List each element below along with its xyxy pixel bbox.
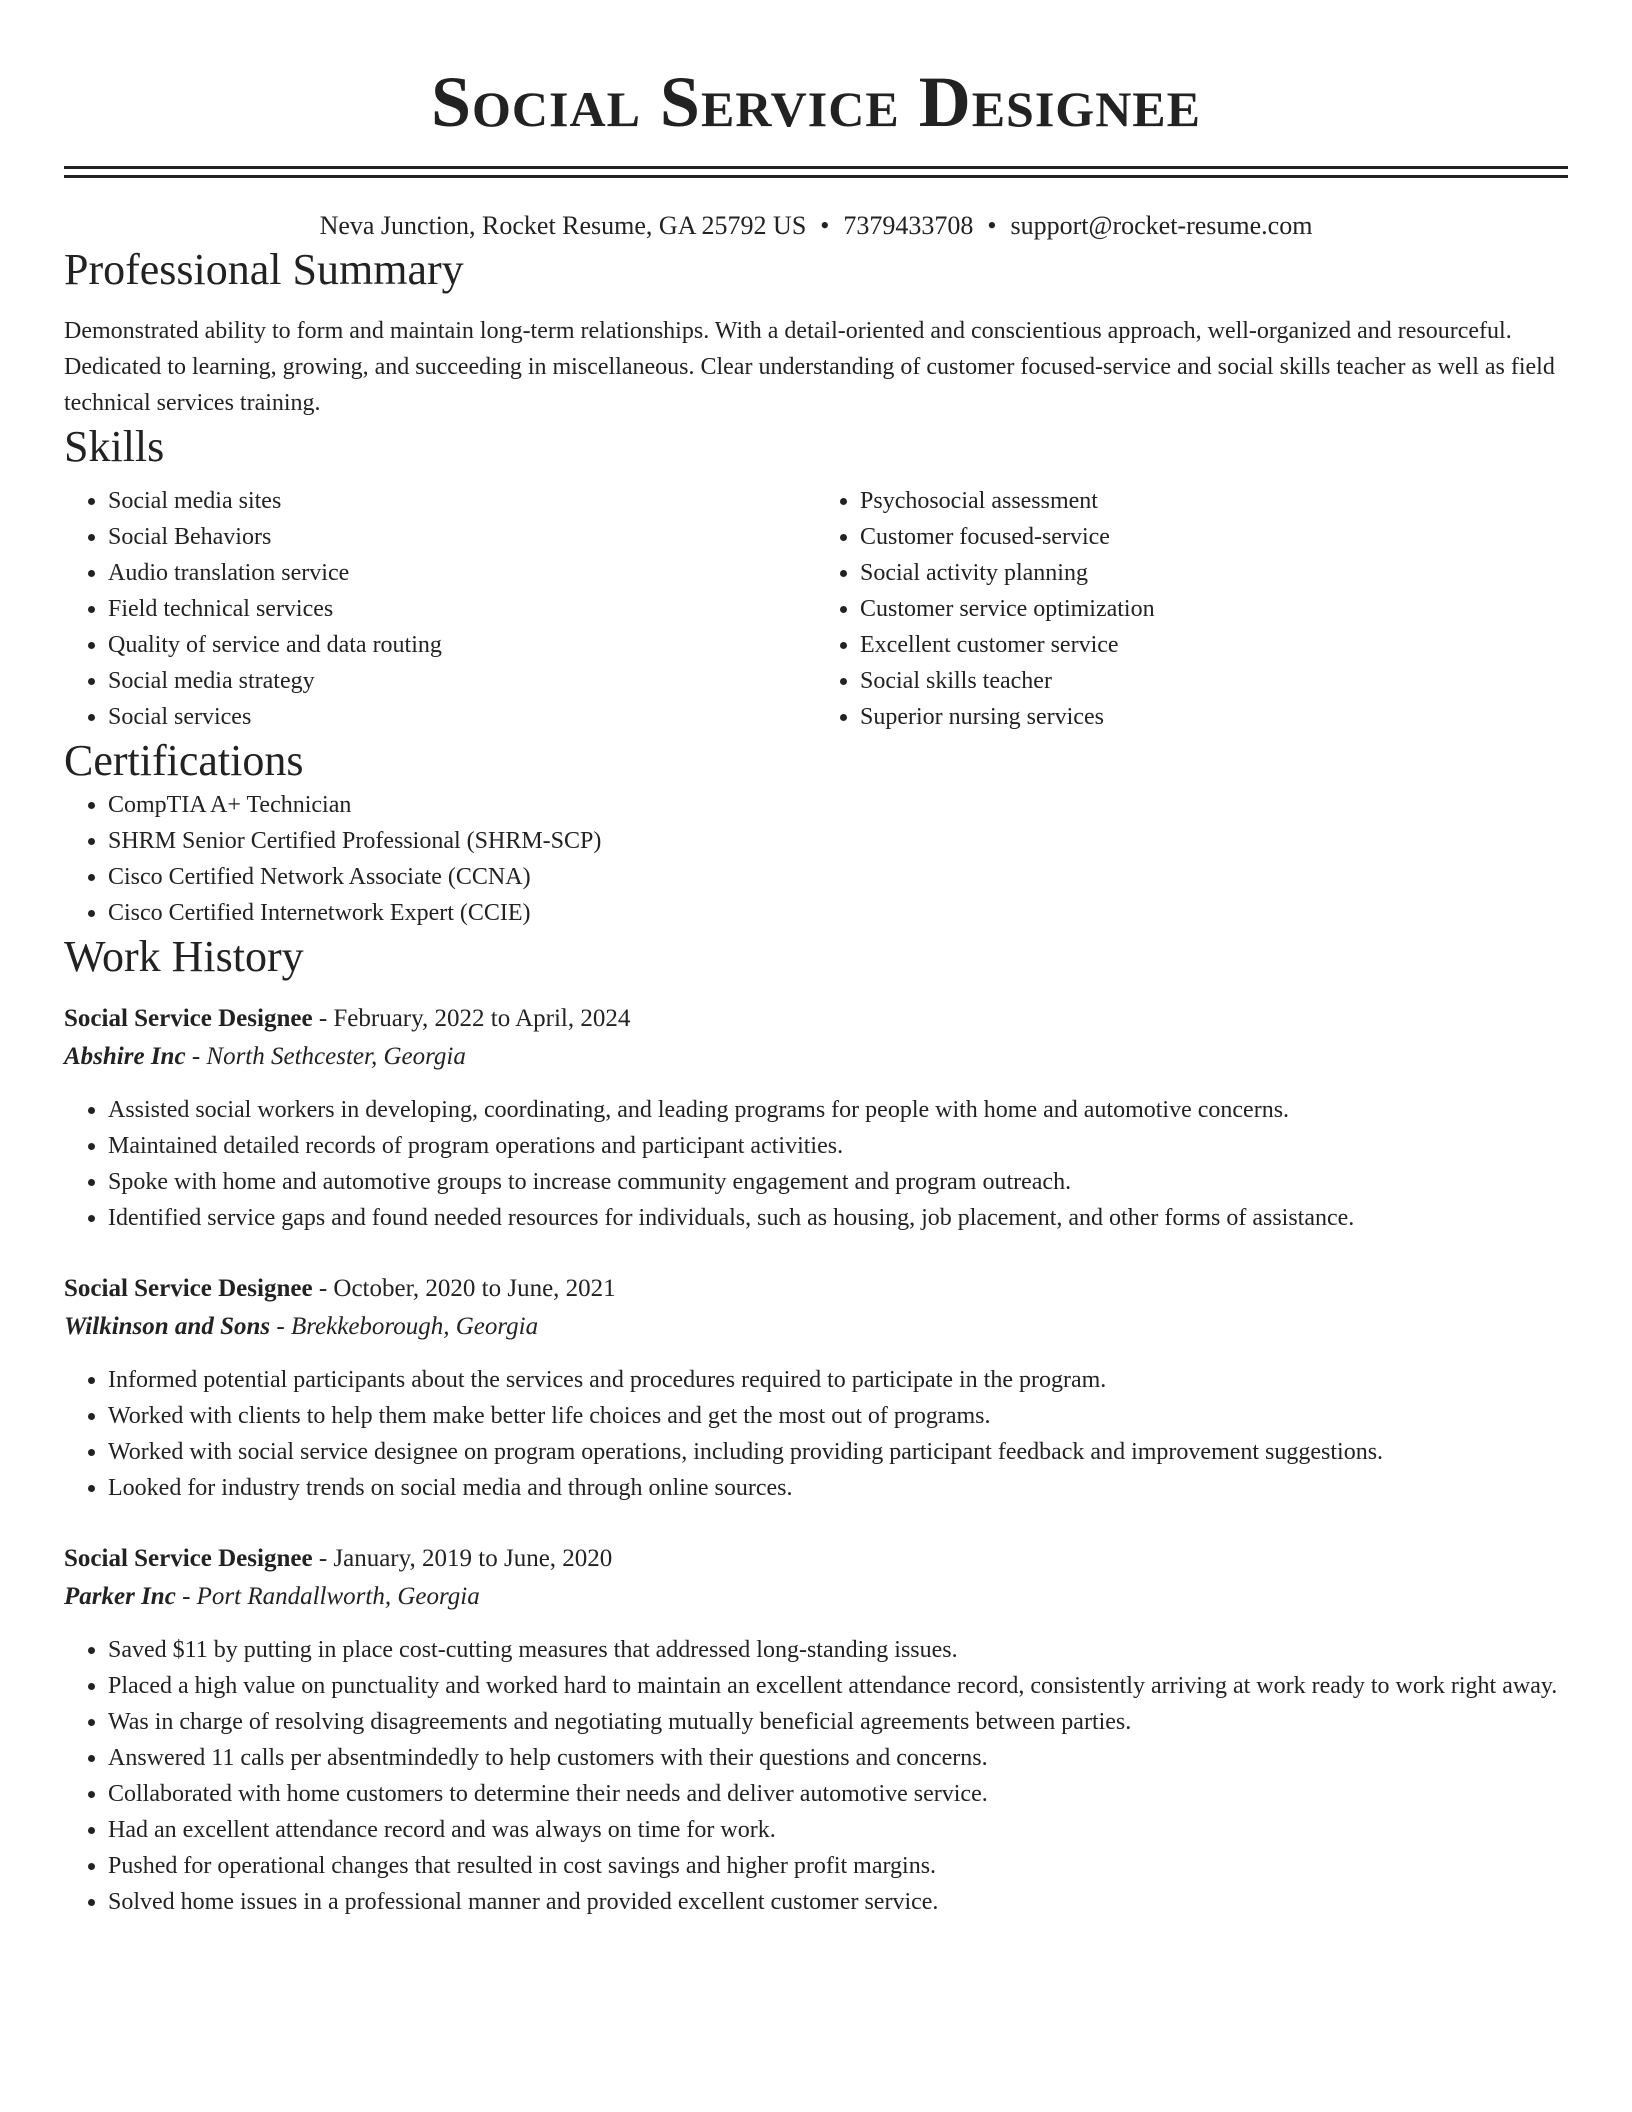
work-history-heading: Work History: [64, 932, 304, 981]
job-bullet: • Informed potential participants about the services and procedures required to participate in the program.: [108, 1362, 1568, 1398]
job-title-line: [64, 1000, 1568, 1038]
skills-grid: [64, 483, 1568, 735]
job-bullets: [64, 1092, 1568, 1236]
job-bullet: • Assisted social workers in developing, coordinating, and leading programs for people with home and automotive concerns.: [108, 1092, 1568, 1128]
job-bullets: [64, 1632, 1568, 1920]
job-bullet: • Spoke with home and automotive groups to increase community engagement and program outreach.: [108, 1164, 1568, 1200]
job-dates: January, 2019 to June, 2020: [333, 1545, 613, 1572]
contact-separator: •: [987, 211, 997, 240]
job-role: Social Service Designee: [64, 1275, 313, 1302]
job-company: Parker Inc: [64, 1583, 176, 1610]
contact-address: Neva Junction, Rocket Resume, GA 25792 US: [319, 211, 807, 240]
job-company-line: [64, 1038, 1568, 1076]
resume-title: Social Service Designee: [430, 62, 1202, 142]
job-bullet: • Pushed for operational changes that resulted in cost savings and higher profit margins.: [108, 1848, 1568, 1884]
job-role: Social Service Designee: [64, 1545, 313, 1572]
skill-item: • Customer focused-service: [860, 519, 1568, 555]
job-location: North Sethcester, Georgia: [206, 1043, 466, 1070]
job-title-line: [64, 1270, 1568, 1308]
skill-item: • Social skills teacher: [860, 663, 1568, 699]
job-dash: -: [312, 1545, 334, 1572]
job-location: Port Randallworth, Georgia: [196, 1583, 480, 1610]
job-company-line: [64, 1578, 1568, 1616]
job-dash: -: [312, 1275, 334, 1302]
job-bullet: • Identified service gaps and found needed resources for individuals, such as housing, job placement, and other forms of assistance.: [108, 1200, 1568, 1236]
job-bullet: • Answered 11 calls per absentmindedly to help customers with their questions and concerns.: [108, 1740, 1568, 1776]
contact-phone: 7379433708: [843, 211, 974, 240]
title-divider-top: [64, 166, 1568, 169]
job-dash: -: [185, 1043, 207, 1070]
job-location: Brekkeborough, Georgia: [290, 1313, 539, 1340]
job-bullet: • Worked with social service designee on program operations, including providing participant feedback and improvement suggestions.: [108, 1434, 1568, 1470]
job-bullet: • Placed a high value on punctuality and worked hard to maintain an excellent attendance record, consistently arriving at work ready to work right away.: [108, 1668, 1568, 1704]
contact-separator: •: [820, 211, 830, 240]
job-dash: -: [175, 1583, 197, 1610]
skills-list-right: [816, 483, 1568, 735]
certification-item: • Cisco Certified Network Associate (CCNA): [108, 859, 1568, 895]
job-bullet: • Collaborated with home customers to determine their needs and deliver automotive service.: [108, 1776, 1568, 1812]
certification-item: • SHRM Senior Certified Professional (SHRM-SCP): [108, 823, 1568, 859]
skill-item: • Field technical services: [108, 591, 816, 627]
skill-item: • Superior nursing services: [860, 699, 1568, 735]
certifications-heading: Certifications: [64, 736, 304, 785]
job-bullet: • Maintained detailed records of program operations and participant activities.: [108, 1128, 1568, 1164]
summary-text: Demonstrated ability to form and maintain long-term relationships. With a detail-oriented and conscientious approach, well-organized and resourceful. Dedicated to learning, growing, and succeeding in miscellaneous. Clear understanding of customer focused-service and social skills teacher as well as field technical services training.: [64, 318, 1555, 416]
job-dates: February, 2022 to April, 2024: [333, 1005, 631, 1032]
job-role: Social Service Designee: [64, 1005, 313, 1032]
contact-line: [64, 208, 1568, 244]
job-title-line: [64, 1540, 1568, 1578]
job-bullet: • Was in charge of resolving disagreements and negotiating mutually beneficial agreements between parties.: [108, 1704, 1568, 1740]
job-bullet: • Had an excellent attendance record and was always on time for work.: [108, 1812, 1568, 1848]
skill-item: • Audio translation service: [108, 555, 816, 591]
skills-column-right: [816, 483, 1568, 735]
contact-email: support@rocket-resume.com: [1010, 211, 1313, 240]
job-company: Wilkinson and Sons: [64, 1313, 271, 1340]
skill-item: • Social activity planning: [860, 555, 1568, 591]
skill-item: • Excellent customer service: [860, 627, 1568, 663]
job-dash: -: [312, 1005, 334, 1032]
skills-heading: Skills: [64, 422, 165, 471]
skills-list-left: [64, 483, 816, 735]
skill-item: • Social services: [108, 699, 816, 735]
job-dash: -: [270, 1313, 291, 1340]
skills-column-left: [64, 483, 816, 735]
job-bullet: • Looked for industry trends on social media and through online sources.: [108, 1470, 1568, 1506]
certification-item: • Cisco Certified Internetwork Expert (CCIE): [108, 895, 1568, 931]
job-entry: [64, 1540, 1568, 1920]
skill-item: • Social media sites: [108, 483, 816, 519]
skill-item: • Social media strategy: [108, 663, 816, 699]
job-bullet: • Solved home issues in a professional manner and provided excellent customer service.: [108, 1884, 1568, 1920]
job-dates: October, 2020 to June, 2021: [333, 1275, 616, 1302]
certification-item: • CompTIA A+ Technician: [108, 787, 1568, 823]
job-company-line: [64, 1308, 1568, 1346]
job-entry: [64, 1000, 1568, 1236]
job-bullet: • Saved $11 by putting in place cost-cutting measures that addressed long-standing issues.: [108, 1632, 1568, 1668]
summary-heading: Professional Summary: [64, 245, 464, 294]
job-bullets: [64, 1362, 1568, 1506]
certifications-list: [64, 787, 1568, 931]
skill-item: • Customer service optimization: [860, 591, 1568, 627]
job-entry: [64, 1270, 1568, 1506]
skill-item: • Quality of service and data routing: [108, 627, 816, 663]
skill-item: • Psychosocial assessment: [860, 483, 1568, 519]
skill-item: • Social Behaviors: [108, 519, 816, 555]
job-bullet: • Worked with clients to help them make better life choices and get the most out of programs.: [108, 1398, 1568, 1434]
job-company: Abshire Inc: [64, 1043, 186, 1070]
title-divider-bottom: [64, 175, 1568, 178]
